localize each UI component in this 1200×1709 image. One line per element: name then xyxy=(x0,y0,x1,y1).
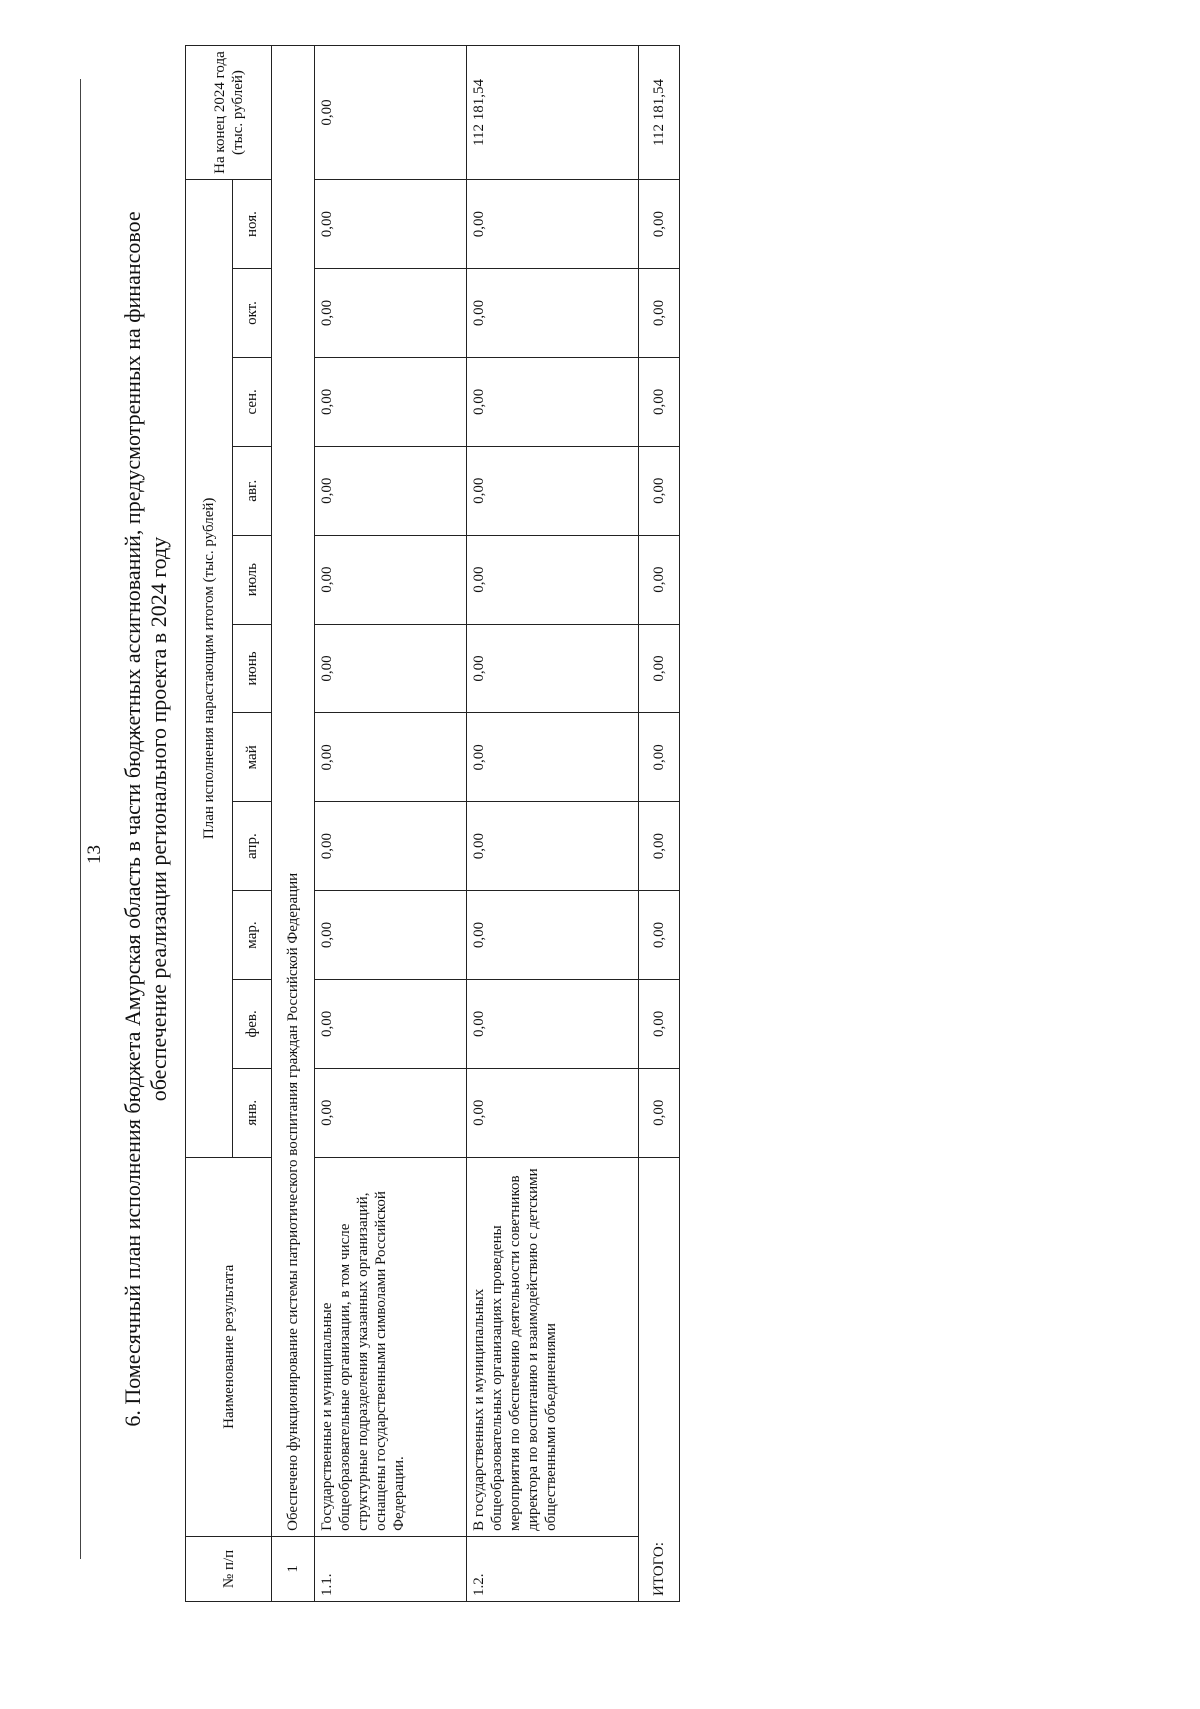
header-month: сен. xyxy=(233,357,272,446)
total-month-value: 0,00 xyxy=(639,624,680,713)
header-month: май xyxy=(233,713,272,802)
month-value: 0,00 xyxy=(315,269,467,358)
header-num: № п/п xyxy=(186,1536,272,1601)
row-name: В государственных и муниципальных общеобразовательных организациях проведены мероприятия по обеспечению деятельности советников директора по воспитанию и взаимодействию с детскими общественными объединениями xyxy=(467,1157,639,1536)
header-name: Наименование результата xyxy=(186,1157,272,1536)
table-row xyxy=(315,46,467,1602)
month-value: 0,00 xyxy=(315,802,467,891)
row-num: 1.2. xyxy=(467,1536,639,1601)
budget-plan-table xyxy=(185,45,680,1602)
month-value: 0,00 xyxy=(467,180,639,269)
header-month: янв. xyxy=(233,1068,272,1157)
total-month-value: 0,00 xyxy=(639,446,680,535)
header-plan: План исполнения нарастающим итогом (тыс. рублей) xyxy=(186,180,233,1158)
total-row xyxy=(639,46,680,1602)
header-month: ноя. xyxy=(233,180,272,269)
month-value: 0,00 xyxy=(315,713,467,802)
title-line-1: 6. Помесячный план исполнения бюджета Амурская область в части бюджетных ассигнований, предусмотренных на финансовое xyxy=(120,211,145,1427)
section-title xyxy=(120,39,172,1599)
header-month: фев. xyxy=(233,979,272,1068)
header-month: июль xyxy=(233,535,272,624)
total-month-value: 0,00 xyxy=(639,180,680,269)
row-num: 1.1. xyxy=(315,1536,467,1601)
month-value: 0,00 xyxy=(467,535,639,624)
month-value: 0,00 xyxy=(467,802,639,891)
month-value: 0,00 xyxy=(315,535,467,624)
total-month-value: 0,00 xyxy=(639,1068,680,1157)
header-month: окт. xyxy=(233,269,272,358)
total-year-end-value: 112 181,54 xyxy=(639,46,680,180)
page-number: 13 xyxy=(84,845,105,864)
total-month-value: 0,00 xyxy=(639,979,680,1068)
section-num: 1 xyxy=(272,1536,315,1601)
total-month-value: 0,00 xyxy=(639,269,680,358)
section-row xyxy=(272,46,315,1602)
month-value: 0,00 xyxy=(467,979,639,1068)
month-value: 0,00 xyxy=(467,1068,639,1157)
header-month: авг. xyxy=(233,446,272,535)
month-value: 0,00 xyxy=(315,446,467,535)
month-value: 0,00 xyxy=(315,979,467,1068)
header-month: мар. xyxy=(233,891,272,980)
month-value: 0,00 xyxy=(467,624,639,713)
month-value: 0,00 xyxy=(315,180,467,269)
total-month-value: 0,00 xyxy=(639,535,680,624)
month-value: 0,00 xyxy=(315,357,467,446)
month-value: 0,00 xyxy=(315,891,467,980)
header-year-end: На конец 2024 года (тыс. рублей) xyxy=(186,46,272,180)
total-label: ИТОГО: xyxy=(639,1157,680,1601)
month-value: 0,00 xyxy=(467,357,639,446)
header-month: апр. xyxy=(233,802,272,891)
year-end-value: 0,00 xyxy=(315,46,467,180)
month-value: 0,00 xyxy=(315,1068,467,1157)
header-row-1 xyxy=(186,46,233,1602)
total-month-value: 0,00 xyxy=(639,713,680,802)
year-end-value: 112 181,54 xyxy=(467,46,639,180)
total-month-value: 0,00 xyxy=(639,802,680,891)
header-month: июнь xyxy=(233,624,272,713)
month-value: 0,00 xyxy=(315,624,467,713)
table-row xyxy=(467,46,639,1602)
month-value: 0,00 xyxy=(467,891,639,980)
row-name: Государственные и муниципальные общеобразовательные организации, в том числе структурные подразделения указанных организаций, оснащены государственными символами Российской Федерации. xyxy=(315,1157,467,1536)
section-text: Обеспечено функционирование системы патриотического воспитания граждан Российской Федерации xyxy=(272,46,315,1537)
top-rule xyxy=(80,79,81,1559)
month-value: 0,00 xyxy=(467,269,639,358)
month-value: 0,00 xyxy=(467,446,639,535)
total-month-value: 0,00 xyxy=(639,891,680,980)
title-line-2: обеспечение реализации регионального проекта в 2024 году xyxy=(146,536,171,1102)
month-value: 0,00 xyxy=(467,713,639,802)
total-month-value: 0,00 xyxy=(639,357,680,446)
